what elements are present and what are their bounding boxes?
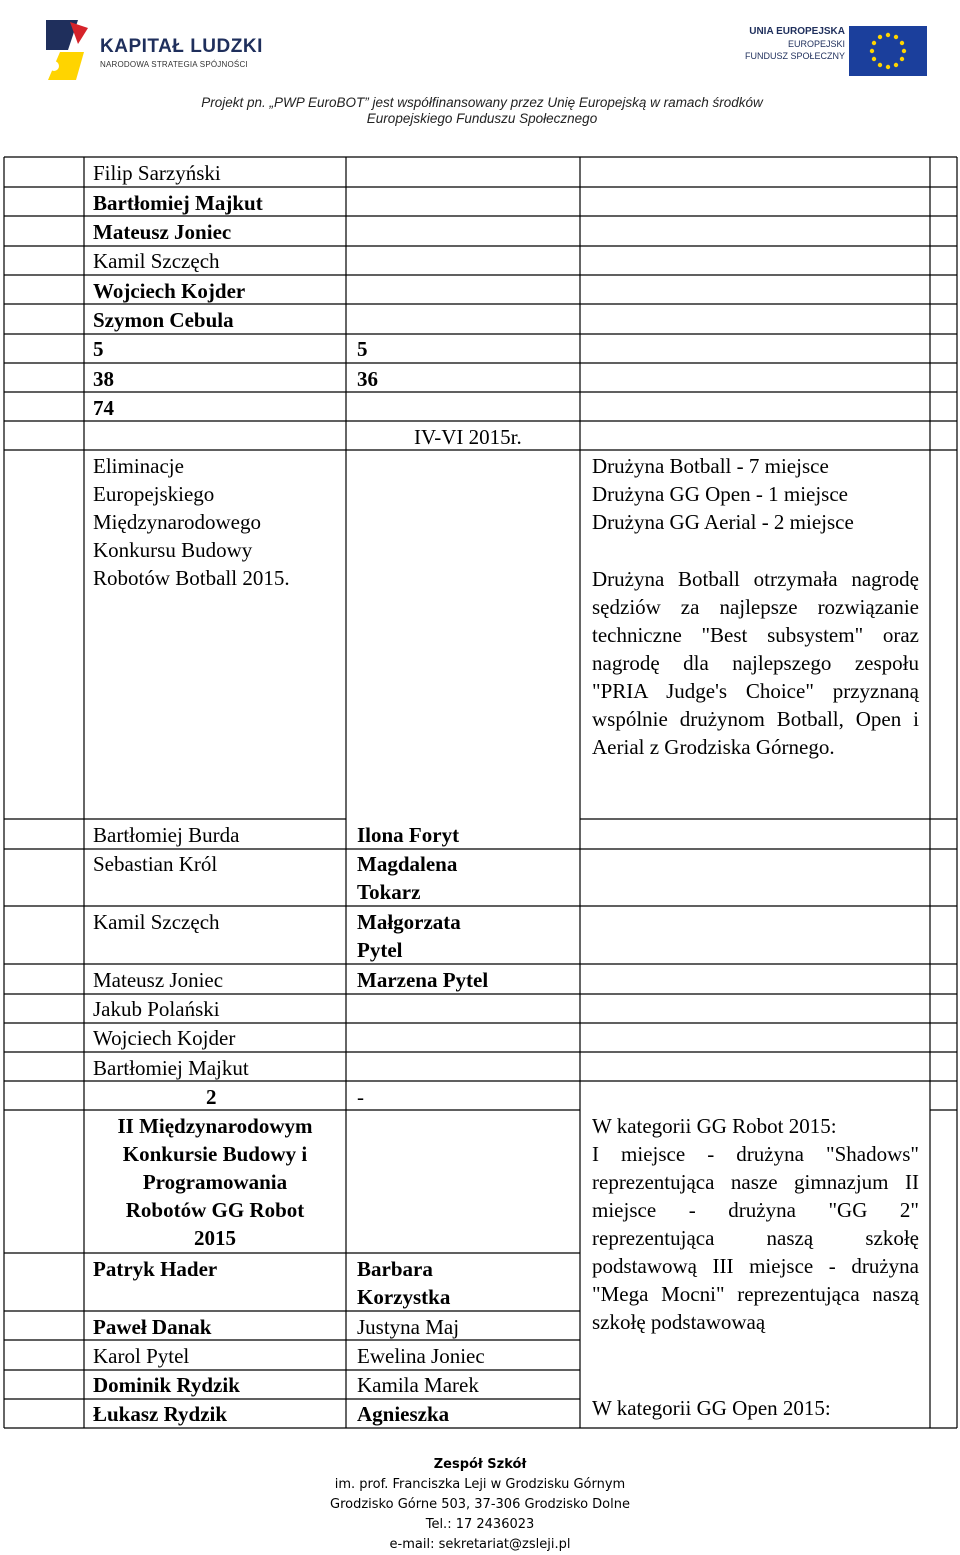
event-name-line: II Międzynarodowym xyxy=(117,1114,313,1138)
eu-logo-line3: FUNDUSZ SPOŁECZNY xyxy=(744,51,845,61)
teacher-name: Ilona Foryt xyxy=(357,823,460,847)
logo-title: KAPITAŁ LUDZKI xyxy=(100,36,263,57)
footer-address: Grodzisko Górne 503, 37-306 Grodzisko Dolne xyxy=(330,1497,630,1512)
student-name: Filip Sarzyński xyxy=(93,161,221,185)
result-line: Drużyna GG Aerial - 2 miejsce xyxy=(592,510,854,534)
teacher-name: Magdalena Tokarz xyxy=(357,852,458,904)
count-cell: 38 xyxy=(93,367,114,391)
project-line-1: Projekt pn. „PWP EuroBOT” jest współfinansowany przez Unię Europejską w ramach środków xyxy=(201,95,763,110)
student-name: Bartłomiej Majkut xyxy=(93,191,263,215)
student-name: Kamil Szczęch xyxy=(93,249,220,273)
event-name-line: Konkursu Budowy xyxy=(93,538,253,562)
teacher-name: Agnieszka xyxy=(357,1402,450,1426)
student-name: Mateusz Joniec xyxy=(93,968,224,992)
student-name: Patryk Hader xyxy=(93,1257,218,1281)
student-name: Bartłomiej Majkut xyxy=(93,1056,249,1080)
student-name: Dominik Rydzik xyxy=(93,1373,240,1397)
footer-phone: Tel.: 17 2436023 xyxy=(425,1517,535,1532)
student-name: Paweł Danak xyxy=(93,1315,212,1339)
footer-email: e-mail: sekretariat@zsleji.pl xyxy=(389,1537,571,1552)
teacher-name: Marzena Pytel xyxy=(357,968,489,992)
student-name: Sebastian Król xyxy=(93,852,218,876)
row-dash: - xyxy=(357,1085,364,1109)
eu-logo-line2: EUROPEJSKI xyxy=(787,39,845,49)
teacher-name: Ewelina Joniec xyxy=(357,1344,485,1368)
footer-patron: im. prof. Franciszka Leji w Grodzisku Górnym xyxy=(334,1477,626,1492)
result-heading: W kategorii GG Robot 2015: xyxy=(592,1114,837,1138)
teacher-name: Małgorzata Pytel xyxy=(357,910,461,962)
page-footer xyxy=(0,1455,960,1555)
student-name: Szymon Cebula xyxy=(93,308,234,332)
total-cell: 74 xyxy=(93,396,114,420)
student-name: Mateusz Joniec xyxy=(93,220,232,244)
student-name: Wojciech Kojder xyxy=(93,279,246,303)
event-name-line: Programowania xyxy=(142,1170,288,1194)
event-name-line: Eliminacje xyxy=(93,454,184,478)
student-name: Karol Pytel xyxy=(93,1344,190,1368)
student-name: Jakub Polański xyxy=(93,997,220,1021)
logo-subtitle: NARODOWA STRATEGIA SPÓJNOŚCI xyxy=(100,60,248,69)
teacher-name: Kamila Marek xyxy=(357,1373,479,1397)
count-cell: 36 xyxy=(357,367,378,391)
event-name-line: Robotów GG Robot xyxy=(125,1198,305,1222)
date-cell: IV-VI 2015r. xyxy=(414,425,522,449)
eu-logo-line1: UNIA EUROPEJSKA xyxy=(749,26,845,37)
event-name-line: Europejskiego xyxy=(93,482,215,506)
result-heading: W kategorii GG Open 2015: xyxy=(592,1396,831,1420)
student-name: Wojciech Kojder xyxy=(93,1026,236,1050)
result-paragraph: I miejsce - drużyna "Shadows" reprezentująca nasze gimnazjum II miejsce - drużyna "GG 2" reprezentująca naszą szkołę podstawową III miejsce - drużyna "Mega Mocni" reprezentująca naszą szkołę podstawowaą xyxy=(592,1142,919,1334)
event-name-line: Międzynarodowego xyxy=(93,510,261,534)
event-name-line: Robotów Botball 2015. xyxy=(93,566,290,590)
row-number: 2 xyxy=(206,1085,217,1109)
count-cell: 5 xyxy=(357,337,368,361)
event-name-line: Konkursie Budowy i xyxy=(122,1142,308,1166)
event-name-line: 2015 xyxy=(194,1226,236,1250)
project-line-2: Europejskiego Funduszu Społecznego xyxy=(366,111,598,126)
teacher-name: Justyna Maj xyxy=(357,1315,460,1339)
count-cell: 5 xyxy=(93,337,104,361)
result-line: Drużyna GG Open - 1 miejsce xyxy=(592,482,848,506)
student-name: Bartłomiej Burda xyxy=(93,823,240,847)
result-line: Drużyna Botball - 7 miejsce xyxy=(592,454,829,478)
student-name: Łukasz Rydzik xyxy=(93,1402,228,1426)
teacher-name: Barbara Korzystka xyxy=(357,1257,451,1309)
result-paragraph: Drużyna Botball otrzymała nagrodę sędziów za najlepsze rozwiązanie techniczne "Best subsystem" oraz nagrodę dla najlepszego zespołu "PRIA Judge's Choice" przyznaną wspólnie drużynom Botball, Open i Aerial z Grodziska Górnego. xyxy=(592,567,919,759)
footer-school: Zespół Szkół xyxy=(433,1457,527,1472)
student-name: Kamil Szczęch xyxy=(93,910,220,934)
